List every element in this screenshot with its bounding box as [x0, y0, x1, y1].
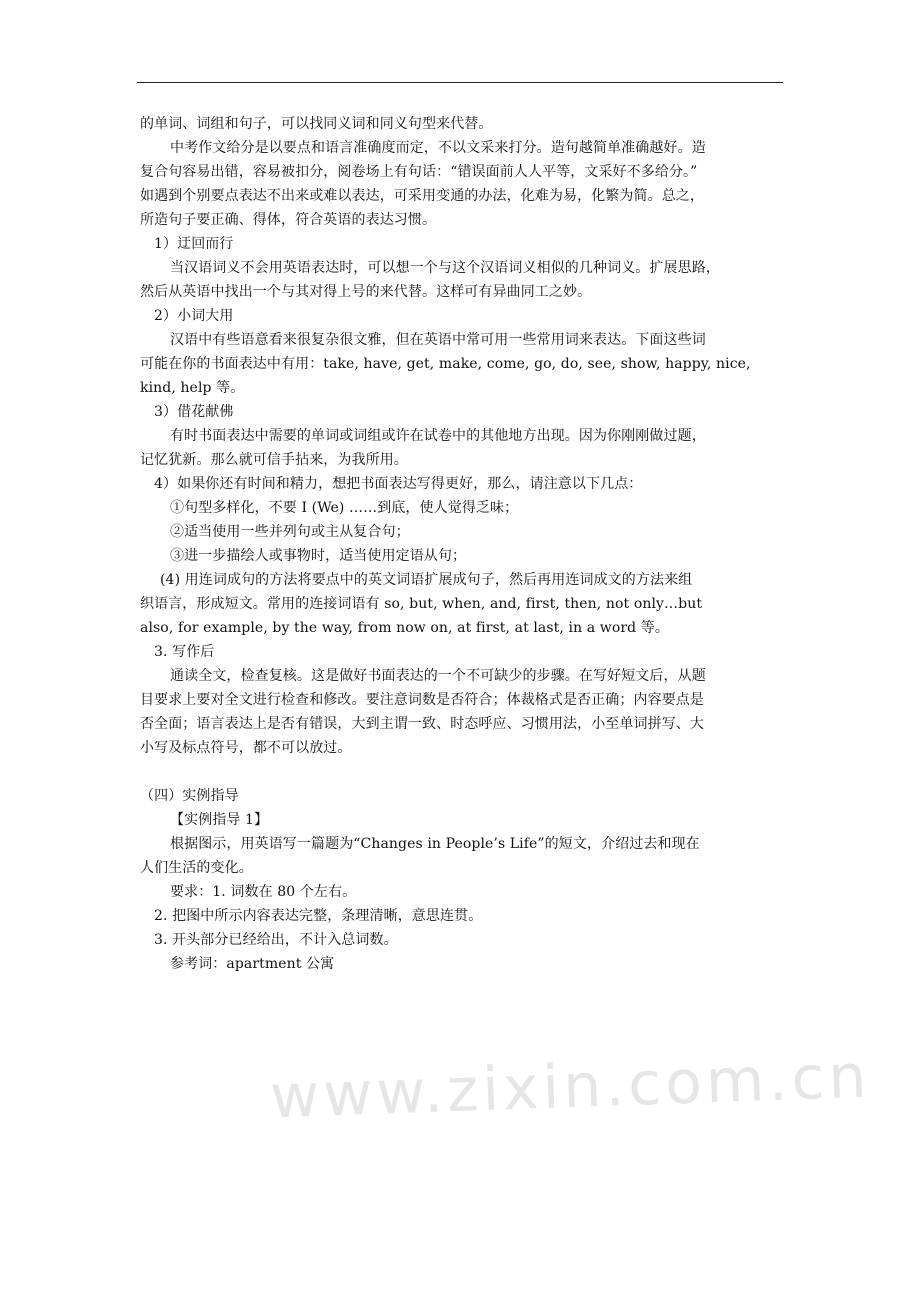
section-heading-1: 1）迂回而行 [154, 236, 234, 252]
paragraph-line: 记忆犹新。那么就可信手拈来，为我所用。 [140, 452, 408, 468]
paragraph-line: 所造句子要正确、得体，符合英语的表达习惯。 [140, 212, 437, 228]
section-heading-3: 3）借花献佛 [154, 404, 234, 420]
list-item: (4) 用连词成句的方法将要点中的英文词语扩展成句子，然后再用连词成文的方法来组 [160, 572, 693, 588]
reference-word-line: 参考词：apartment 公寓 [170, 956, 335, 972]
requirement-line: 2. 把图中所示内容表达完整，条理清晰，意思连贯。 [154, 908, 483, 924]
paragraph-line: 然后从英语中找出一个与其对得上号的来代替。这样可有异曲同工之妙。 [140, 284, 592, 300]
paragraph-line: 可能在你的书面表达中有用：take, have, get, make, come, go, do, see, show, happy, nice, [140, 356, 751, 372]
section-heading-writing-after: 3. 写作后 [154, 644, 215, 660]
paragraph-line: 通读全文，检查复核。这是做好书面表达的一个不可缺少的步骤。在写好短文后，从题 [170, 668, 706, 684]
requirement-line: 3. 开头部分已经给出，不计入总词数。 [154, 932, 398, 948]
section-heading-2: 2）小词大用 [154, 308, 234, 324]
paragraph-line: 汉语中有些语意看来很复杂很文雅，但在英语中常可用一些常用词来表达。下面这些词 [170, 332, 706, 348]
paragraph-line: 否全面；语言表达上是否有错误，大到主谓一致、时态呼应、习惯用法，小至单词拼写、大 [140, 716, 704, 732]
paragraph-line: 目要求上要对全文进行检查和修改。要注意词数是否符合；体裁格式是否正确；内容要点是 [140, 692, 704, 708]
header-rule [137, 82, 783, 83]
paragraph-line: 如遇到个别要点表达不出来或难以表达，可采用变通的办法，化难为易，化繁为简。总之， [140, 188, 704, 204]
list-item: ③进一步描绘人或事物时，适当使用定语从句； [170, 548, 467, 564]
paragraph-line: 当汉语词义不会用英语表达时，可以想一个与这个汉语词义相似的几种词义。扩展思路， [170, 260, 720, 276]
paragraph-line: 复合句容易出错，容易被扣分，阅卷场上有句话：“错误面前人人平等，文采好不多给分。” [140, 164, 698, 180]
paragraph-line: 有时书面表达中需要的单词或词组或许在试卷中的其他地方出现。因为你刚刚做过题， [170, 428, 706, 444]
paragraph-line: 的单词、词组和句子，可以找同义词和同义句型来代替。 [140, 116, 493, 132]
paragraph-line: 人们生活的变化。 [140, 860, 253, 876]
paragraph-line: kind, help 等。 [140, 380, 245, 396]
paragraph-line: 根据图示，用英语写一篇题为“Changes in People’s Life”的短文，介绍过去和现在 [170, 836, 700, 852]
paragraph-line: 中考作文给分是以要点和语言准确度而定，不以文采来打分。造句越简单准确越好。造 [170, 140, 706, 156]
paragraph-line: 织语言，形成短文。常用的连接词语有 so, but, when, and, first, then, not only…but [140, 596, 703, 612]
list-item: ①句型多样化，不要 I (We) ……到底，使人觉得乏味； [170, 500, 519, 516]
paragraph-line: 小写及标点符号，都不可以放过。 [140, 740, 352, 756]
section-heading-4: 4）如果你还有时间和精力，想把书面表达写得更好，那么，请注意以下几点： [154, 476, 643, 492]
section-heading-examples: （四）实例指导 [140, 788, 239, 804]
blank-line [140, 760, 830, 784]
watermark: www.zixin.com.cn [268, 1041, 872, 1133]
example-title: 【实例指导 1】 [170, 812, 269, 828]
requirement-line: 要求：1. 词数在 80 个左右。 [170, 884, 357, 900]
document-body [140, 112, 830, 976]
paragraph-line: also, for example, by the way, from now on, at first, at last, in a word 等。 [140, 620, 669, 636]
list-item: ②适当使用一些并列句或主从复合句； [170, 524, 410, 540]
